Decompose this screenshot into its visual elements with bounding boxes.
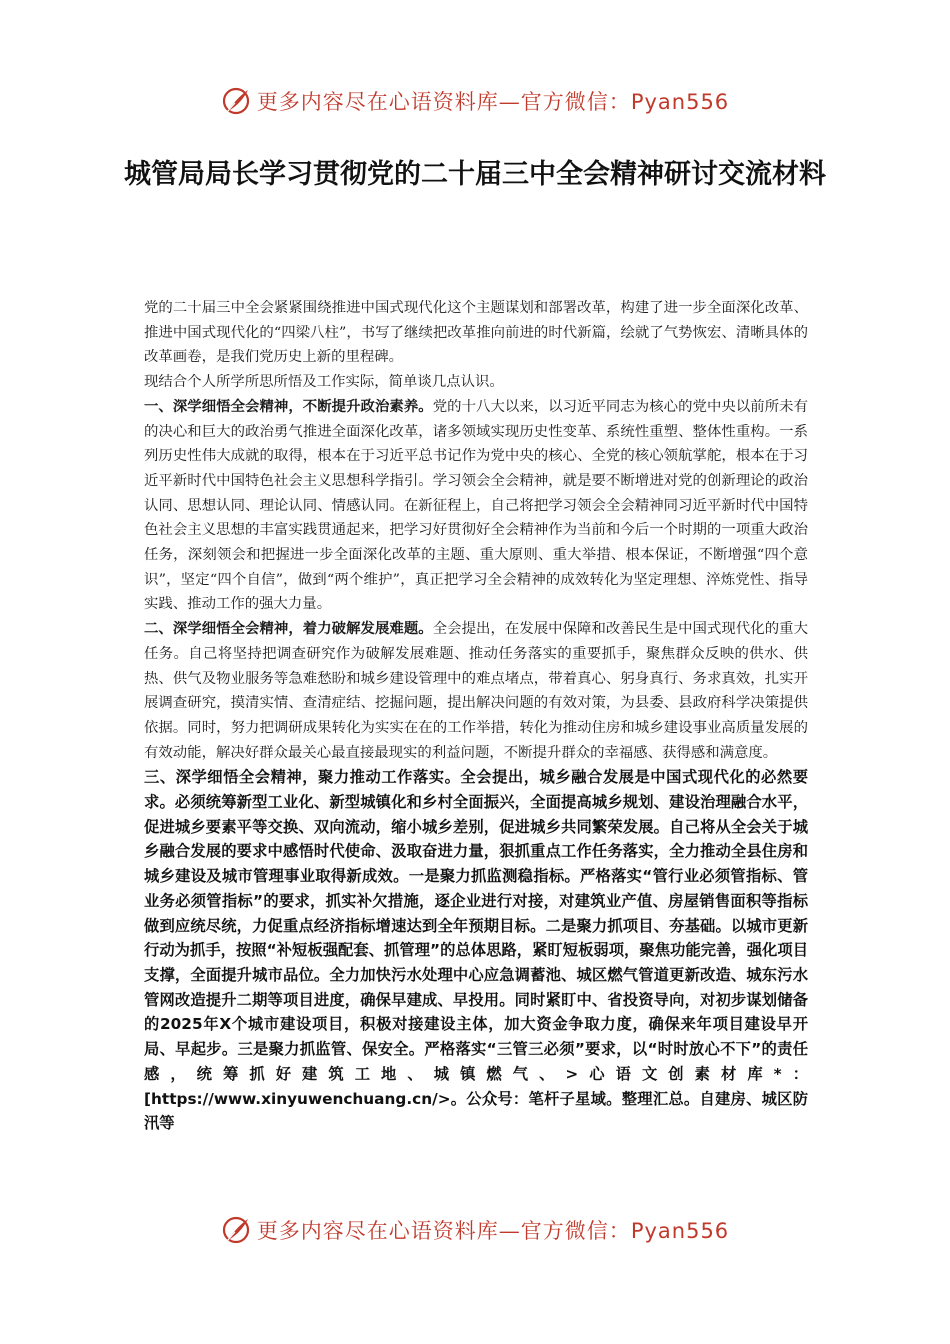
banner-wechat-id: Pyan556 — [630, 1219, 730, 1243]
banner-text: 更多内容尽在心语资料库—官方微信：Pyan556 — [256, 1219, 730, 1243]
feather-logo-icon — [221, 86, 251, 116]
section-one-text: 党的十八大以来，以习近平同志为核心的党中央以前所未有的决心和巨大的政治勇气推进全面深化改革，诸多领域实现历史性变革、系统性重塑、整体性重构。一系列历史性伟大成就的取得，根本在于习近平总书记作为党中央的核心、全党的核心领航掌舵，根本在于习近平新时代中国特色社会主义思想科学指引。学习领会全会精神，就是要不断增进对党的创新理论的政治认同、思想认同、理论认同、情感认同。在新征程上，自己将把学习领会全会精神同习近平新时代中国特色社会主义思想的丰富实践贯通起来，把学习好贯彻好全会精神作为当前和今后一个时期的一项重大政治任务，深刻领会和把握进一步全面深化改革的主题、重大原则、重大举措、根本保证，不断增强“四个意识”，坚定“四个自信”，做到“两个维护”，真正把学习全会精神的成效转化为坚定理想、淬炼党性、指导实践、推动工作的强大力量。 — [144, 398, 808, 613]
header-banner — [0, 84, 950, 118]
section-three: 三、深学细悟全会精神，聚力推动工作落实。全会提出，城乡融合发展是中国式现代化的必然要求。必须统筹新型工业化、新型城镇化和乡村全面振兴，全面提高城乡规划、建设治理融合水平，促进城乡要素平等交换、双向流动，缩小城乡差别，促进城乡共同繁荣发展。自己将从全会关于城乡融合发展的要求中感悟时代使命、汲取奋进力量，狠抓重点工作任务落实，全力推动全县住房和城乡建设及城市管理事业取得新成效。一是聚力抓监测稳指标。严格落实“管行业必须管指标、管业务必须管指标”的要求，抓实补欠措施，逐企业进行对接，对建筑业产值、房屋销售面积等指标做到应统尽统，力促重点经济指标增速达到全年预期目标。二是聚力抓项目、夯基础。以城市更新行动为抓手，按照“补短板强配套、抓管理”的总体思路，紧盯短板弱项，聚焦功能完善，强化项目支撑，全面提升城市品位。全力加快污水处理中心应急调蓄池、城区燃气管道更新改造、城东污水管网改造提升二期等项目进度，确保早建成、早投用。同时紧盯中、省投资导向，对初步谋划储备的2025年X个城市建设项目，积极对接建设主体，加大资金争取力度，确保来年项目建设早开局、早起步。三是聚力抓监管、保安全。严格落实“三管三必须”要求，以“时时放心不下”的责任感，统筹抓好建筑工地、城镇燃气、>心语文创素材库*：[https://www.xinyuwenchuang.cn/>。公众号：笔杆子星域。整理汇总。自建房、城区防汛等 — [144, 768, 808, 1133]
document-body — [144, 296, 808, 1136]
section-two — [144, 617, 808, 765]
feather-logo-icon — [221, 1215, 251, 1245]
section-one — [144, 395, 808, 617]
intro-paragraph: 党的二十届三中全会紧紧围绕推进中国式现代化这个主题谋划和部署改革，构建了进一步全面深化改革、推进中国式现代化的“四梁八柱”，书写了继续把改革推向前进的时代新篇，绘就了气势恢宏、清晰具体的改革画卷，是我们党历史上新的里程碑。 — [144, 300, 808, 366]
section-one-heading: 一、深学细悟全会精神，不断提升政治素养。 — [144, 397, 433, 415]
document-title: 城管局局长学习贯彻党的二十届三中全会精神研讨交流材料 — [124, 159, 826, 190]
lead-paragraph: 现结合个人所学所思所悟及工作实际，简单谈几点认识。 — [144, 374, 504, 391]
footer-banner — [0, 1213, 950, 1247]
banner-wechat-id: Pyan556 — [630, 90, 730, 114]
section-two-heading: 二、深学细悟全会精神，着力破解发展难题。 — [144, 620, 433, 638]
banner-text: 更多内容尽在心语资料库—官方微信：Pyan556 — [256, 90, 730, 114]
section-two-text: 全会提出，在发展中保障和改善民生是中国式现代化的重大任务。自己将坚持把调查研究作为破解发展难题、推动任务落实的重要抓手，聚焦群众反映的供水、供热、供气及物业服务等急难愁盼和城乡建设管理中的难点堵点，带着真心、躬身真行、务求真效，扎实开展调查研究，摸清实情、查清症结、挖掘问题，提出解决问题的有效对策，为县委、县政府科学决策提供依据。同时，努力把调研成果转化为实实在在的工作举措，转化为推动住房和城乡建设事业高质量发展的有效动能，解决好群众最关心最直接最现实的利益问题，不断提升群众的幸福感、获得感和满意度。 — [144, 621, 808, 761]
